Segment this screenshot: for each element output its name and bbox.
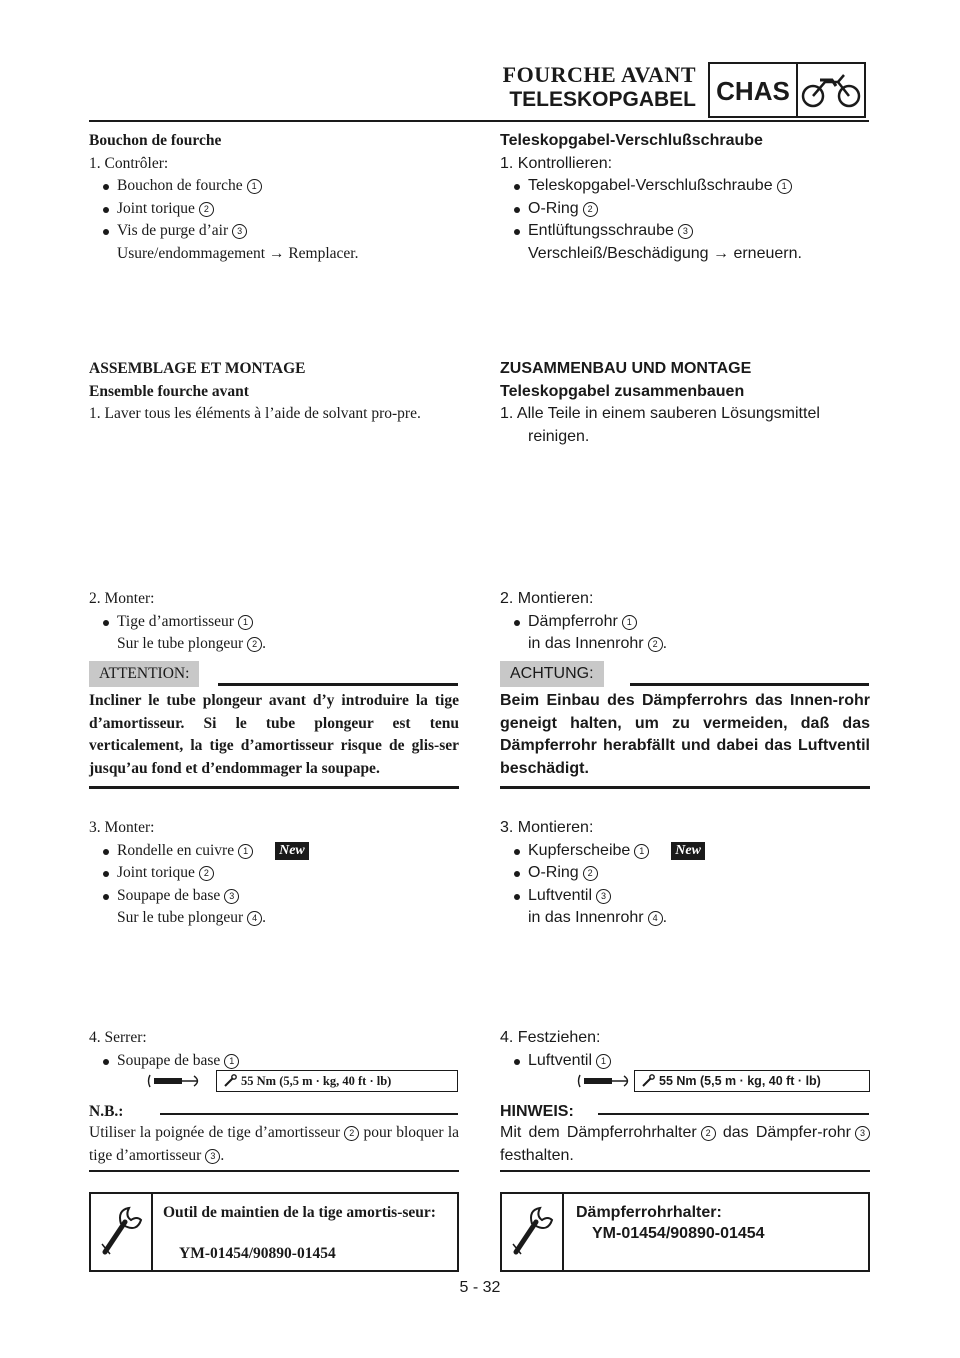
fr-s3-bullet-3: Soupape de base 3 [89,885,459,908]
de-torque-box [634,1070,870,1092]
fr-section-step3 [89,817,459,930]
de-section-fork-cap [500,130,870,265]
header-rule [89,120,869,122]
de-s2-title: ZUSAMMENBAU UND MONTAGE [500,360,752,377]
fr-attention-rule-top [218,683,458,686]
de-s3-bullet-2: O-Ring 2 [500,862,870,885]
fr-s1-title: Bouchon de fourche [89,132,222,149]
fr-s2-step2: 2. Monter: [89,590,155,607]
de-s1-step: 1. Kontrollieren: [500,154,613,172]
de-s1-bullet-2: O-Ring 2 [500,198,870,221]
de-tool-box [500,1192,870,1272]
de-tool-name: Dämpferrohrhalter: [576,1204,722,1221]
fr-s4-bullet-1: Soupape de base 1 [89,1050,459,1073]
de-s1-bullet-3: Entlüftungsschraube 3 [500,220,870,243]
fr-attention-text: Incliner le tube plongeur avant d’y introduire la tige d’amortisseur. Si le tube plongeur est tenu verticalement, la tige d’amortisseur risque de glis-ser jusqu’au fond et d’endommager la soupape. [89,692,459,777]
de-s2-step2: 2. Montieren: [500,590,594,607]
page-number: 5 - 32 [459,1279,501,1296]
de-s3-note: in das Innenrohr 4 . [528,909,668,926]
de-torque-value: 55 Nm (5,5 m · kg, 40 ft · lb) [659,1074,821,1088]
fr-nb-label: N.B.: [89,1103,124,1120]
fr-s3-bullet-2: Joint torique 2 [89,862,459,885]
special-tool-icon [99,1206,143,1258]
torque-wrench-icon [576,1073,636,1089]
de-s1-note: Verschleiß/Beschädigung → erneuern. [528,244,802,262]
fr-section-step2 [89,588,459,656]
fr-nb-rule-top [160,1113,458,1115]
de-attention-text: Beim Einbau des Dämpferrohrs das Innen-rohr geneigt halten, um zu vermeiden, daß das Dämpferrohr herabfällt und dabei das Luftventil beschädigt. [500,692,870,777]
de-nb-rule-bottom [500,1170,870,1172]
de-nb-text: Mit dem Dämpferrohrhalter 2 das Dämpfer-rohr 3 festhalten. [500,1122,870,1167]
fr-s1-note: Usure/endommagement → Remplacer. [117,244,359,262]
special-tool-icon [510,1206,554,1258]
de-s4-step: 4. Festziehen: [500,1029,601,1046]
torque-wrench-icon [146,1073,206,1089]
fr-tool-name: Outil de maintien de la tige amortis-seur: [163,1204,436,1221]
wrench-icon [223,1074,237,1088]
fr-attention-rule-bottom [89,786,459,789]
de-tool-code: YM-01454/90890-01454 [592,1225,765,1242]
section-badge [708,62,866,118]
new-badge: New [275,842,309,860]
de-s2-note: in das Innenrohr 2 . [528,635,668,652]
de-section-step2 [500,588,870,656]
de-s4-bullet-1: Luftventil 1 [500,1050,870,1073]
de-s2-bullet-1: Dämpferrohr 1 [500,611,870,634]
de-section-assembly [500,358,870,448]
fr-section-step4 [89,1027,459,1072]
fr-s3-step: 3. Monter: [89,819,155,836]
de-nb-rule-top [598,1113,869,1115]
fr-s2-step1: 1. Laver tous les éléments à l’aide de solvant pro-pre. [89,405,421,422]
de-s2-step1: 1. Alle Teile in einem sauberen Lösungsmittel reinigen. [500,405,820,445]
fr-s3-bullet-1: Rondelle en cuivre 1 New [89,840,459,863]
fr-s3-note: Sur le tube plongeur 4 . [117,909,267,926]
de-s1-bullet-1: Teleskopgabel-Verschlußschraube 1 [500,175,870,198]
de-attention-label: ACHTUNG: [500,661,604,687]
fr-s4-step: 4. Serrer: [89,1029,147,1046]
header-title-de: TELESKOPGABEL [509,88,696,111]
header-title-fr: FOURCHE AVANT [502,62,696,87]
section-badge-label: CHAS [710,64,798,116]
fr-tool-box [89,1192,459,1272]
wrench-icon [641,1074,655,1088]
fr-s2-note: Sur le tube plongeur 2 . [117,635,267,652]
fr-section-assembly [89,358,459,426]
fr-s2-title: ASSEMBLAGE ET MONTAGE [89,360,306,377]
fr-s1-bullet-1: Bouchon de fourche 1 [89,175,459,198]
fr-s2-sub: Ensemble fourche avant [89,382,249,400]
de-attention-rule-top [630,683,869,686]
fr-nb-text: Utiliser la poignée de tige d’amortisseur 2 pour bloquer la tige d’amortisseur 3 . [89,1124,460,1164]
de-section-step4 [500,1027,870,1072]
fr-s1-bullet-2: Joint torique 2 [89,198,459,221]
fr-torque-box [216,1070,458,1092]
fr-s2-bullet-1: Tige d’amortisseur 1 [89,611,459,634]
fr-tool-code: YM-01454/90890-01454 [179,1245,336,1262]
de-s3-bullet-1: Kupferscheibe 1 New [500,840,870,863]
de-s3-bullet-3: Luftventil 3 [500,885,870,908]
motorcycle-icon [800,72,862,110]
de-s1-title: Teleskopgabel-Verschlußschraube [500,132,763,149]
fr-nb-rule-bottom [89,1170,459,1172]
de-attention-rule-bottom [500,786,870,789]
fr-attention-label: ATTENTION: [89,661,199,687]
fr-torque-value: 55 Nm (5,5 m · kg, 40 ft · lb) [241,1074,392,1088]
de-s3-step: 3. Montieren: [500,819,594,836]
de-nb-label: HINWEIS: [500,1103,574,1120]
new-badge: New [671,842,705,860]
fr-s1-bullet-3: Vis de purge d’air 3 [89,220,459,243]
de-section-step3 [500,817,870,930]
fr-section-fork-cap [89,130,459,265]
fr-s1-step: 1. Contrôler: [89,154,169,172]
de-s2-sub: Teleskopgabel zusammenbauen [500,382,745,400]
